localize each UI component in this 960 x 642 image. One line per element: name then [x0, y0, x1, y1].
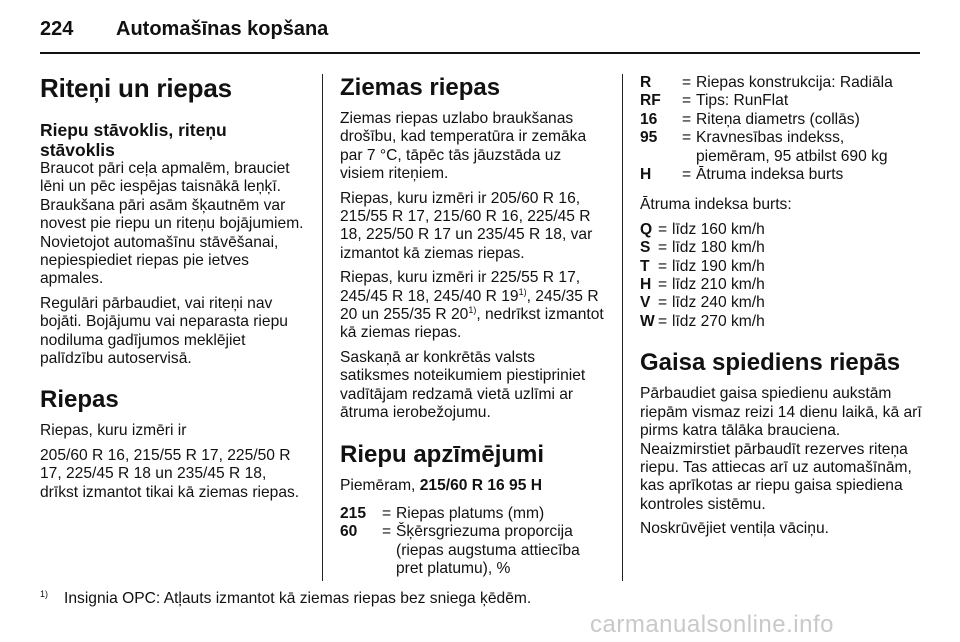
footnote-mark: 1)	[40, 589, 49, 599]
section-heading-riepu-apzimejumi: Riepu apzīmējumi	[340, 440, 545, 468]
subsection-title: Riepu stāvoklis, riteņu stāvoklis	[40, 120, 227, 160]
speed-row: S = līdz 180 km/h	[640, 239, 765, 257]
column-divider-1	[322, 74, 323, 581]
section-heading-ziemas-riepas: Ziemas riepas	[340, 74, 501, 101]
definition-row: R = Riepas konstrukcija: Radiāla	[640, 74, 893, 91]
definition-row: 95 = Kravnesības indekss, piemēram, 95 atbilst 690 kg	[640, 129, 888, 165]
section-title: Riteņi un riepas	[40, 73, 232, 103]
paragraph: Regulāri pārbaudiet, vai riteņi nav bojāti. Bojājumu vai neparasta riepu nodiluma gadījumos meklējiet palīdzību autoservisā.	[40, 294, 288, 368]
header-rule	[40, 52, 920, 54]
definition-row: RF = Tips: RunFlat	[640, 92, 789, 110]
paragraph: Ziemas riepas uzlabo braukšanas drošību, kad temperatūra ir zemāka par 7 °C, tāpēc tās jāuzstāda uz visiem riteņiem.	[340, 110, 587, 183]
footnote-ref: 1)	[468, 305, 477, 316]
speed-row: V = līdz 240 km/h	[640, 294, 765, 312]
example-line: Piemēram, 215/60 R 16 95 H	[340, 476, 542, 494]
paragraph: Riepas, kuru izmēri ir 225/55 R 17, 245/45 R 18, 245/40 R 19$^{1)}$, 245/35 R 20 un 255/35 R 20$^{1)}$, nedrīkst izmantot kā ziemas riepas.	[340, 269, 604, 342]
chapter-title: Automašīnas kopšana	[116, 18, 329, 40]
watermark: carmanualsonline.info	[590, 611, 834, 638]
definition-row: 16 = Riteņa diametrs (collās)	[640, 110, 860, 128]
paragraph: Saskaņā ar konkrētās valsts satiksmes noteikumiem piestipriniet vadītājam redzamā vietā uzlīmi ar ātruma ierobežojumu.	[340, 348, 586, 422]
definition-row: 60 = Šķērsgriezuma proporcija (riepas augstuma attiecība pret platumu), %	[340, 523, 580, 578]
column-divider-2	[622, 74, 623, 581]
footnote-ref: 1)	[518, 286, 527, 297]
footnote	[40, 590, 531, 608]
speed-row: Q = līdz 160 km/h	[640, 220, 765, 238]
paragraph: Noskrūvējiet ventiļa vāciņu.	[640, 520, 829, 538]
definition-row: H = Ātruma indeksa burts	[640, 166, 844, 184]
paragraph: Riepas, kuru izmēri ir 205/60 R 16, 215/55 R 17, 215/60 R 16, 225/45 R 18, 225/50 R 17 un 235/45 R 18, var izmantot kā ziemas riepas.	[340, 189, 593, 262]
paragraph: Braucot pāri ceļa apmalēm, brauciet lēni un pēc iespējas taisnākā leņķī. Braukšana pāri asām šķautnēm var novest pie riepu un riteņu bojājumiem. Novietojot automašīnu stāvēšanai, nepiespiediet riepas pie ietves apmales.	[40, 160, 304, 288]
column-1	[40, 74, 304, 508]
footnote-text: Insignia OPC: Atļauts izmantot kā ziemas riepas bez sniega ķēdēm.	[64, 590, 532, 607]
speed-index-intro: Ātruma indeksa burts:	[640, 196, 792, 214]
page-number: 224	[40, 18, 74, 40]
definition-row: 215 = Riepas platums (mm)	[340, 504, 545, 522]
speed-row: W = līdz 270 km/h	[640, 312, 765, 330]
paragraph: 205/60 R 16, 215/55 R 17, 225/50 R 17, 225/45 R 18 un 235/45 R 18, drīkst izmantot tikai kā ziemas riepas.	[40, 446, 300, 501]
paragraph: Pārbaudiet gaisa spiedienu aukstām riepām vismaz reizi 14 dienu laikā, kā arī pirms katra tālāka brauciena. Neaizmirstiet pārbaudīt rezerves riteņa riepu. Tas attiecas arī uz automašīnām, kas aprīkotas ar riepu gaisa spiediena kontroles sistēmu.	[640, 385, 922, 513]
column-3	[640, 74, 922, 545]
column-2	[340, 74, 604, 579]
paragraph: Riepas, kuru izmēri ir	[40, 422, 187, 440]
section-heading-gaisa-spiediens: Gaisa spiediens riepās	[640, 349, 901, 377]
example-value: 215/60 R 16 95 H	[419, 476, 542, 494]
speed-row: T = līdz 190 km/h	[640, 257, 765, 275]
section-heading-riepas: Riepas	[40, 386, 119, 414]
page-header	[40, 18, 328, 41]
speed-row: H = līdz 210 km/h	[640, 276, 765, 294]
